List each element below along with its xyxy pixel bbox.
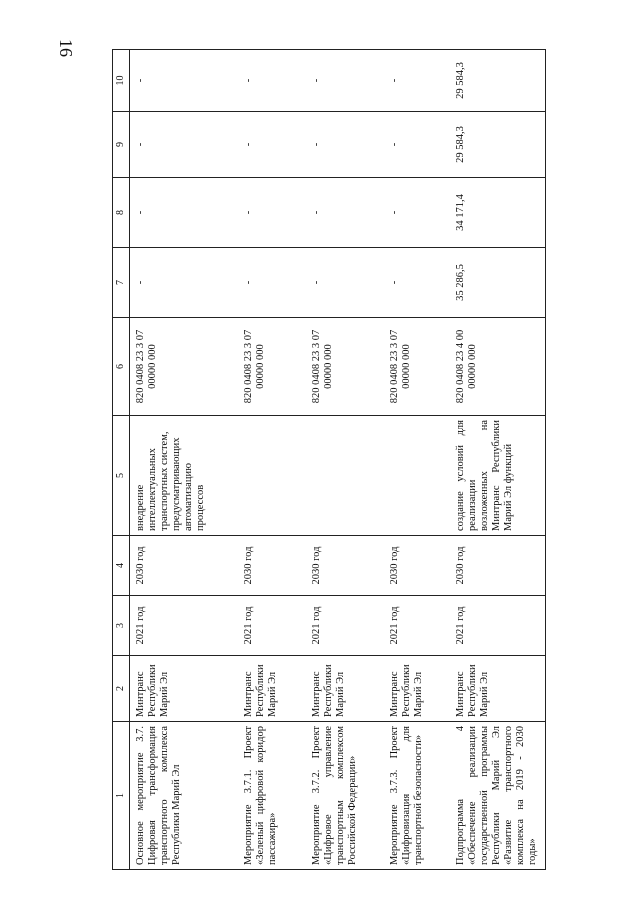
cell-executor: Минтранс Республики Марий Эл — [130, 656, 238, 722]
cell-value-10: - — [130, 50, 238, 112]
cell-value-9: 29 584,3 — [450, 112, 546, 178]
cell-value-10: - — [384, 50, 450, 112]
cell-value-10: - — [306, 50, 384, 112]
cell-value-9: - — [306, 112, 384, 178]
cell-end-year: 2030 год — [384, 536, 450, 596]
table-row — [130, 50, 238, 870]
cell-end-year: 2030 год — [238, 536, 306, 596]
col-header-5: 5 — [113, 416, 130, 536]
cell-executor: Минтранс Республики Марий Эл — [238, 656, 306, 722]
cell-result: внедрение интеллектуальных транспортных систем, предусматривающих автоматизацию процессов — [130, 416, 238, 536]
cell-result: создание условий для реализации возложенных на Минтранс Республики Марий Эл функций — [450, 416, 546, 536]
cell-end-year: 2030 год — [450, 536, 546, 596]
cell-value-10: - — [238, 50, 306, 112]
cell-budget-code: 820 0408 23 4 00 00000 000 — [450, 318, 546, 416]
cell-executor: Минтранс Республики Марий Эл — [306, 656, 384, 722]
rotated-table-container — [112, 50, 538, 870]
cell-budget-code: 820 0408 23 3 07 00000 000 — [238, 318, 306, 416]
cell-value-7: - — [384, 248, 450, 318]
cell-budget-code: 820 0408 23 3 07 00000 000 — [130, 318, 238, 416]
cell-measure-name: Подпрограмма 4 «Обеспечение реализации государственной программы Республики Марий Эл «Развитие транспортного комплекса на 2019 - 2030 годы» — [450, 722, 546, 870]
col-header-4: 4 — [113, 536, 130, 596]
cell-value-8: 34 171,4 — [450, 178, 546, 248]
page-number: 16 — [56, 39, 76, 57]
cell-start-year: 2021 год — [130, 596, 238, 656]
cell-value-7: 35 286,5 — [450, 248, 546, 318]
header-row — [113, 50, 130, 870]
col-header-8: 8 — [113, 178, 130, 248]
cell-end-year: 2030 год — [306, 536, 384, 596]
cell-measure-name: Основное мероприятие 3.7. Цифровая трансформация транспортного комплекса Республики Марий Эл — [130, 722, 238, 870]
cell-start-year: 2021 год — [306, 596, 384, 656]
cell-end-year: 2030 год — [130, 536, 238, 596]
cell-value-8: - — [238, 178, 306, 248]
cell-value-8: - — [384, 178, 450, 248]
col-header-10: 10 — [113, 50, 130, 112]
cell-start-year: 2021 год — [238, 596, 306, 656]
cell-result — [238, 416, 306, 536]
cell-value-8: - — [130, 178, 238, 248]
col-header-9: 9 — [113, 112, 130, 178]
cell-value-9: - — [238, 112, 306, 178]
cell-executor: Минтранс Республики Марий Эл — [384, 656, 450, 722]
cell-measure-name: Мероприятие 3.7.1. Проект «Зеленый цифровой коридор пассажира» — [238, 722, 306, 870]
table-row — [384, 50, 450, 870]
col-header-3: 3 — [113, 596, 130, 656]
program-table — [112, 49, 546, 870]
col-header-2: 2 — [113, 656, 130, 722]
table-row — [450, 50, 546, 870]
cell-value-7: - — [130, 248, 238, 318]
cell-value-10: 29 584,3 — [450, 50, 546, 112]
col-header-6: 6 — [113, 318, 130, 416]
cell-value-9: - — [130, 112, 238, 178]
cell-budget-code: 820 0408 23 3 07 00000 000 — [384, 318, 450, 416]
col-header-7: 7 — [113, 248, 130, 318]
cell-budget-code: 820 0408 23 3 07 00000 000 — [306, 318, 384, 416]
cell-measure-name: Мероприятие 3.7.3. Проект «Цифровизация для транспортной безопасности» — [384, 722, 450, 870]
cell-result — [306, 416, 384, 536]
cell-start-year: 2021 год — [450, 596, 546, 656]
cell-start-year: 2021 год — [384, 596, 450, 656]
cell-measure-name: Мероприятие 3.7.2. Проект «Цифровое управление транспортным комплексом Российской Федерации» — [306, 722, 384, 870]
cell-value-7: - — [238, 248, 306, 318]
cell-value-7: - — [306, 248, 384, 318]
cell-result — [384, 416, 450, 536]
cell-executor: Минтранс Республики Марий Эл — [450, 656, 546, 722]
table-row — [238, 50, 306, 870]
cell-value-8: - — [306, 178, 384, 248]
cell-value-9: - — [384, 112, 450, 178]
table-row — [306, 50, 384, 870]
col-header-1: 1 — [113, 722, 130, 870]
